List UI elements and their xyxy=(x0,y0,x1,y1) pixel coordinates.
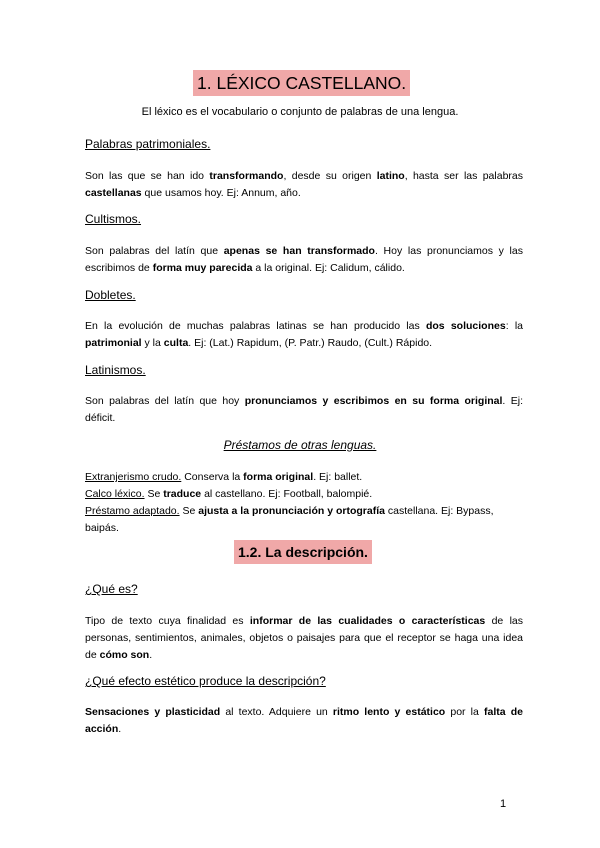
paragraph-dobletes: En la evolución de muchas palabras latinas se han producido las dos soluciones: la patrimonial y la culta. Ej: (Lat.) Rapidum, (P. Patr.) Raudo, (Cult.) Rápido. xyxy=(85,320,523,349)
prestamo-calco: Calco léxico. Se traduce al castellano. Ej: Football, balompié. xyxy=(85,488,373,500)
paragraph-que-es: Tipo de texto cuya finalidad es informar de las cualidades o características de las personas, sentimientos, animales, objetos o paisajes para que el receptor se haga una idea de cómo son. xyxy=(85,615,524,661)
prestamo-extranjerismo: Extranjerismo crudo. Conserva la forma original. Ej: ballet. xyxy=(85,471,363,483)
subsection-title: 1.2. La descripción. xyxy=(234,540,372,564)
heading-efecto-estetico: ¿Qué efecto estético produce la descripción? xyxy=(85,674,326,688)
heading-cultismos: Cultismos. xyxy=(85,212,142,226)
intro-text: El léxico es el vocabulario o conjunto de palabras de una lengua. xyxy=(141,106,459,118)
heading-dobletes: Dobletes. xyxy=(85,288,136,302)
page-number: 1 xyxy=(500,798,507,810)
paragraph-patrimoniales: Son las que se han ido transformando, desde su origen latino, hasta ser las palabras castellanas que usamos hoy. Ej: Annum, año. xyxy=(85,170,523,199)
paragraph-efecto-estetico: Sensaciones y plasticidad al texto. Adquiere un ritmo lento y estático por la falta de acción. xyxy=(85,706,523,735)
paragraph-cultismos: Son palabras del latín que apenas se han transformado. Hoy las pronunciamos y las escribimos de forma muy parecida a la original. Ej: Calidum, cálido. xyxy=(85,245,523,274)
section-title: 1. LÉXICO CASTELLANO. xyxy=(193,70,410,96)
heading-prestamos: Préstamos de otras lenguas. xyxy=(223,438,377,452)
heading-patrimoniales: Palabras patrimoniales. xyxy=(85,137,211,151)
prestamo-adaptado: Préstamo adaptado. Se ajusta a la pronunciación y ortografía castellana. Ej: Bypass, baipás. xyxy=(85,505,494,534)
heading-que-es: ¿Qué es? xyxy=(85,582,138,596)
heading-latinismos: Latinismos. xyxy=(85,363,146,377)
paragraph-latinismos: Son palabras del latín que hoy pronunciamos y escribimos en su forma original. Ej: déficit. xyxy=(85,395,524,424)
